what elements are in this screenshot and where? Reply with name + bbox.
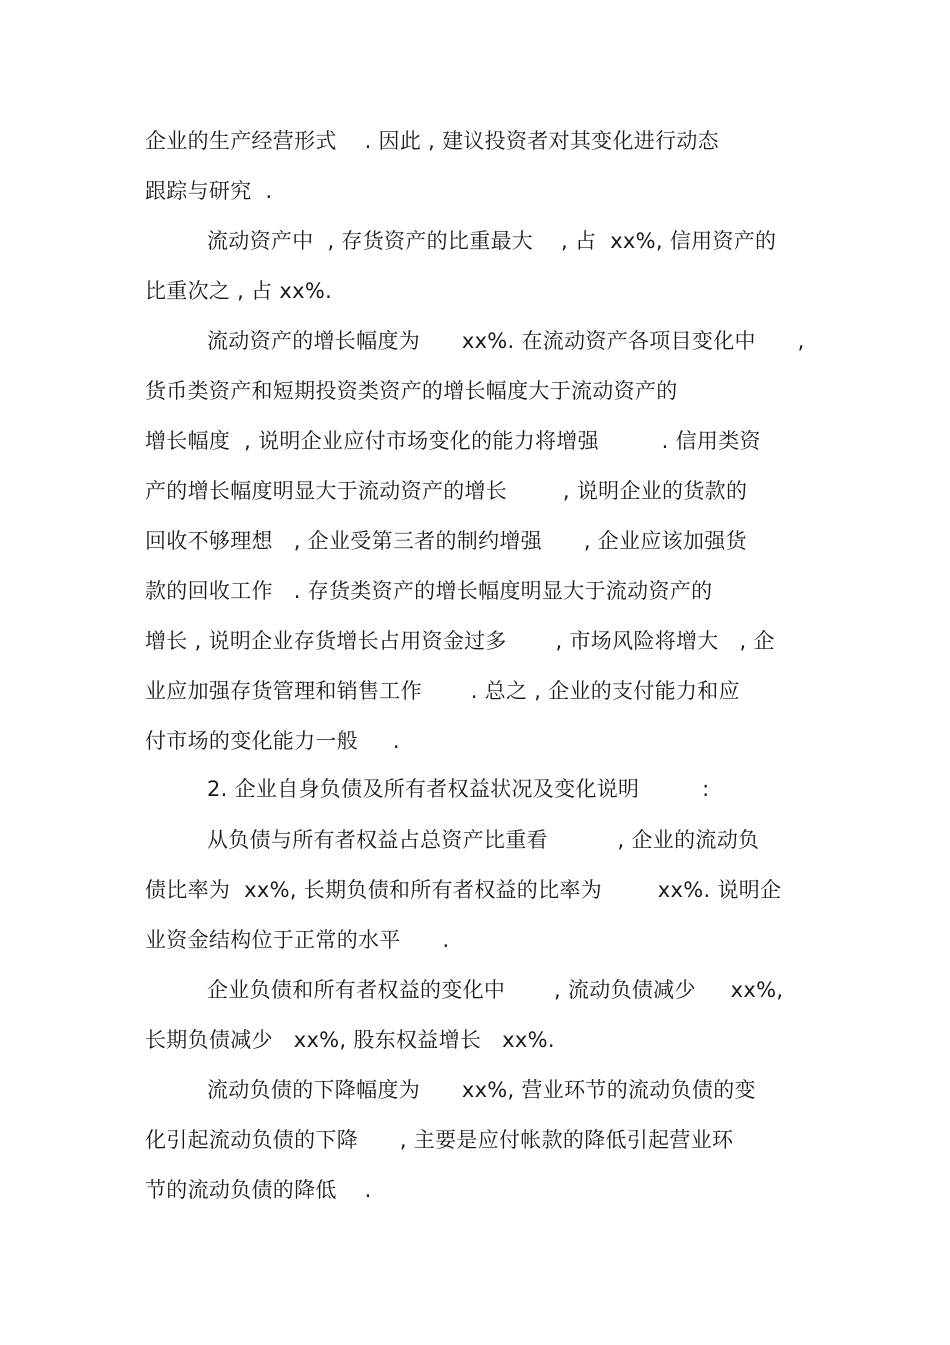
text-line-10: 款的回收工作 . 存货类资产的增长幅度明显大于流动资产的 xyxy=(145,579,713,603)
text-line-2: 跟踪与研究 . xyxy=(145,179,273,203)
text-line-9: 回收不够理想 , 企业受第三者的制约增强 , 企业应该加强货 xyxy=(145,529,747,553)
text-line-20: 流动负债的下降幅度为 xx%, 营业环节的流动负债的变 xyxy=(207,1078,756,1102)
text-line-6: 货币类资产和短期投资类资产的增长幅度大于流动资产的 xyxy=(145,379,678,403)
text-line-21: 化引起流动负债的下降 , 主要是应付帐款的降低引起营业环 xyxy=(145,1128,734,1152)
text-line-4: 比重次之 , 占 xx%. xyxy=(145,279,333,303)
text-line-8: 产的增长幅度明显大于流动资产的增长 , 说明企业的货款的 xyxy=(145,479,748,503)
text-line-7: 增长幅度 , 说明企业应付市场变化的能力将增强 . 信用类资 xyxy=(145,429,761,453)
text-line-17: 业资金结构位于正常的水平 . xyxy=(145,928,450,952)
text-line-13: 付市场的变化能力一般 . xyxy=(145,729,400,753)
text-line-11: 增长 , 说明企业存货增长占用资金过多 , 市场风险将增大 , 企 xyxy=(145,629,775,653)
text-line-15: 从负债与所有者权益占总资产比重看 , 企业的流动负 xyxy=(207,828,760,852)
text-line-12: 业应加强存货管理和销售工作 . 总之 , 企业的支付能力和应 xyxy=(145,679,740,703)
text-line-19: 长期负债减少 xx%, 股东权益增长 xx%. xyxy=(145,1028,555,1052)
text-line-22: 节的流动负债的降低 . xyxy=(145,1178,372,1202)
text-line-3: 流动资产中 , 存货资产的比重最大 , 占 xx%, 信用资产的 xyxy=(207,229,777,253)
text-line-18: 企业负债和所有者权益的变化中 , 流动负债减少 xx%, xyxy=(207,978,784,1002)
text-line-16: 债比率为 xx%, 长期负债和所有者权益的比率为 xx%. 说明企 xyxy=(145,878,782,902)
section-heading: 2. 企业自身负债及所有者权益状况及变化说明 : xyxy=(207,777,710,801)
text-line-1: 企业的生产经营形式 . 因此 , 建议投资者对其变化进行动态 xyxy=(145,129,719,153)
text-line-5: 流动资产的增长幅度为 xx%. 在流动资产各项目变化中 , xyxy=(207,329,805,353)
